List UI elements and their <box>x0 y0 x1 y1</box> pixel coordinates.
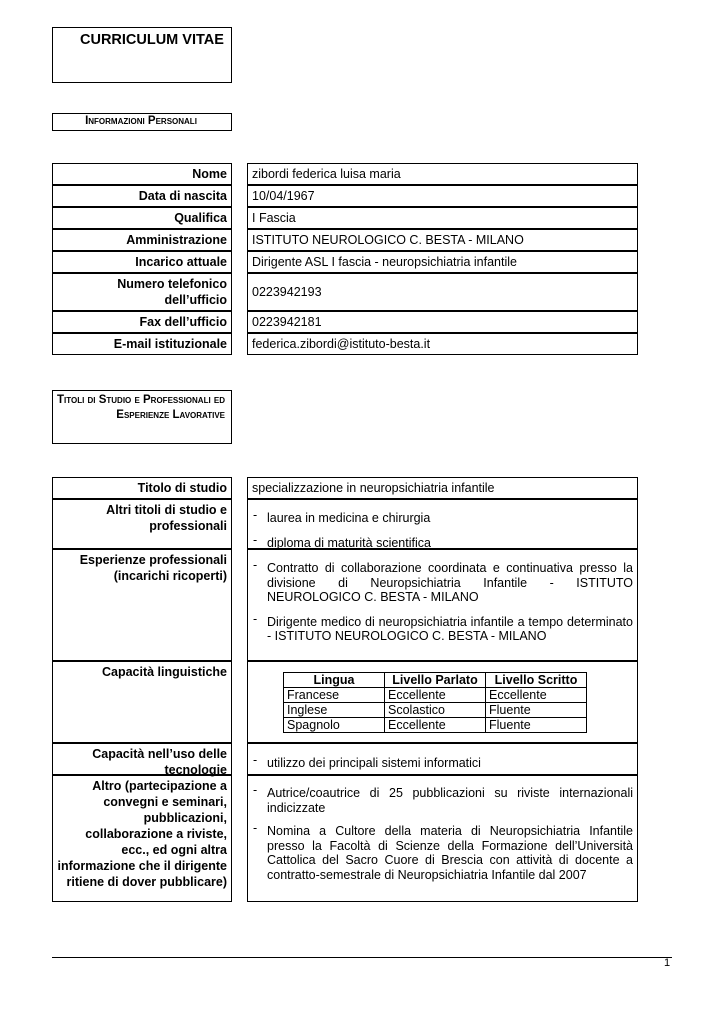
table-row <box>284 688 587 703</box>
table-row <box>284 718 587 733</box>
label-altri-titoli: Altri titoli di studio e professionali <box>52 499 232 549</box>
label-esperienze: Esperienze professionali (incarichi ricoperti) <box>52 549 232 661</box>
value-altro <box>247 775 638 902</box>
list-item: - Autrice/coautrice di 25 pubblicazioni su riviste internazionali indicizzate <box>252 786 633 815</box>
value-esperienze <box>247 549 638 661</box>
value-nome: zibordi federica luisa maria <box>247 163 638 185</box>
table-cell: Francese <box>284 688 385 703</box>
column-header: Livello Parlato <box>385 673 486 688</box>
value-data-nascita: 10/04/1967 <box>247 185 638 207</box>
label-nome: Nome <box>52 163 232 185</box>
value-qualifica: I Fascia <box>247 207 638 229</box>
label-fax: Fax dell’ufficio <box>52 311 232 333</box>
list-item: - laurea in medicina e chirurgia <box>252 511 633 526</box>
table-cell: Inglese <box>284 703 385 718</box>
table-header-row <box>284 673 587 688</box>
languages-table <box>283 672 587 733</box>
table-cell: Eccellente <box>385 718 486 733</box>
label-data-nascita: Data di nascita <box>52 185 232 207</box>
column-header: Lingua <box>284 673 385 688</box>
value-altri-titoli <box>247 499 638 549</box>
list-item: - diploma di maturità scientifica <box>252 536 633 551</box>
value-email: federica.zibordi@istituto-besta.it <box>247 333 638 355</box>
label-altro: Altro (partecipazione a convegni e seminari, pubblicazioni, collaborazione a riviste, ecc., ed ogni altra informazione che il dirigente ritiene di dover pubblicare) <box>52 775 232 902</box>
table-cell: Spagnolo <box>284 718 385 733</box>
list-item: - Nomina a Cultore della materia di Neuropsichiatria Infantile presso la Facoltà di Scienze della Formazione dell’Università Cattolica del Sacro Cuore di Brescia con attività di docente a contratto-semestrale di Neuropsichiatria Infantile dal 2007 <box>252 824 633 882</box>
section-titles-header: Titoli di Studio e Professionali ed Esperienze Lavorative <box>52 390 232 444</box>
label-tecnologie: Capacità nell’uso delle tecnologie <box>52 743 232 775</box>
table-row <box>284 703 587 718</box>
section-personal-header: Informazioni Personali <box>52 113 232 131</box>
value-amministrazione: ISTITUTO NEUROLOGICO C. BESTA - MILANO <box>247 229 638 251</box>
value-titolo-studio: specializzazione in neuropsichiatria infantile <box>247 477 638 499</box>
value-tecnologie <box>247 743 638 775</box>
table-cell: Fluente <box>486 718 587 733</box>
value-fax: 0223942181 <box>247 311 638 333</box>
label-email: E-mail istituzionale <box>52 333 232 355</box>
page-number: 1 <box>664 957 671 969</box>
table-cell: Eccellente <box>385 688 486 703</box>
label-telefono: Numero telefonico dell’ufficio <box>52 273 232 311</box>
value-telefono: 0223942193 <box>247 273 638 311</box>
table-cell: Scolastico <box>385 703 486 718</box>
table-cell: Eccellente <box>486 688 587 703</box>
label-amministrazione: Amministrazione <box>52 229 232 251</box>
label-incarico: Incarico attuale <box>52 251 232 273</box>
list-item: - Dirigente medico di neuropsichiatria infantile a tempo determinato - ISTITUTO NEUROLOGICO C. BESTA - MILANO <box>252 615 633 644</box>
page-title: CURRICULUM VITAE <box>80 32 224 48</box>
label-titolo-studio: Titolo di studio <box>52 477 232 499</box>
list-item: - utilizzo dei principali sistemi informatici <box>252 756 633 771</box>
label-qualifica: Qualifica <box>52 207 232 229</box>
column-header: Livello Scritto <box>486 673 587 688</box>
list-item: - Contratto di collaborazione coordinata e continuativa presso la divisione di Neuropsichiatria Infantile - ISTITUTO NEUROLOGICO C. BESTA - MILANO <box>252 561 633 605</box>
footer-divider <box>52 957 672 958</box>
label-lingue: Capacità linguistiche <box>52 661 232 743</box>
title-box <box>52 27 232 83</box>
table-cell: Fluente <box>486 703 587 718</box>
value-incarico: Dirigente ASL I fascia - neuropsichiatria infantile <box>247 251 638 273</box>
